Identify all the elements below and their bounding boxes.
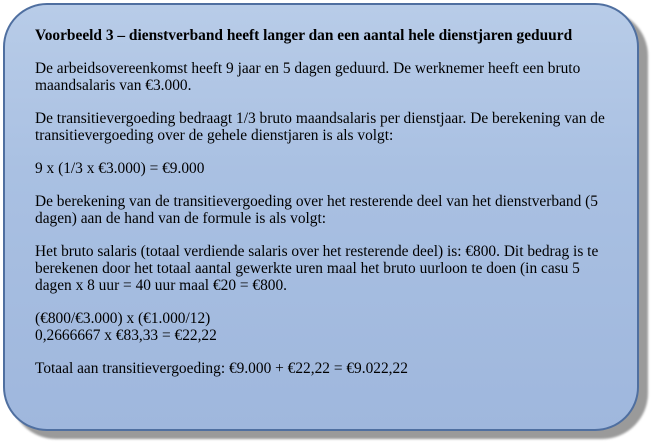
formula-line: 0,2666667 x €83,33 = €22,22 xyxy=(35,327,217,344)
example-box xyxy=(3,3,639,431)
example-title: Voorbeeld 3 – dienstverband heeft langer dan een aantal hele dienstjaren geduurd xyxy=(35,27,573,44)
paragraph-compensation-rule: De transitievergoeding bedraagt 1/3 bruto maandsalaris per dienstjaar. De berekening van de transitievergoeding over de gehele dienstjaren is als volgt: xyxy=(35,110,605,144)
paragraph-contract-duration: De arbeidsovereenkomst heeft 9 jaar en 5 dagen geduurd. De werknemer heeft een bruto maandsalaris van €3.000. xyxy=(35,60,581,94)
paragraph-gross-salary: Het bruto salaris (totaal verdiende salaris over het resterende deel) is: €800. Dit bedrag is te berekenen door het totaal aantal gewerkte uren maal het bruto uurloon te doen (in casu 5 dagen x 8 uur = 40 uur maal €20 = €800. xyxy=(35,243,599,294)
paragraph-remaining-period-intro: De berekening van de transitievergoeding over het resterende deel van het dienstverband (5 dagen) aan de hand van de formule is als volgt: xyxy=(35,193,598,227)
paragraph-full-years-calculation: 9 x (1/3 x €3.000) = €9.000 xyxy=(35,160,205,177)
formula-block xyxy=(35,310,607,344)
formula-line: (€800/€3.000) x (€1.000/12) xyxy=(35,310,211,327)
total-line: Totaal aan transitievergoeding: €9.000 + €22,22 = €9.022,22 xyxy=(35,360,408,377)
